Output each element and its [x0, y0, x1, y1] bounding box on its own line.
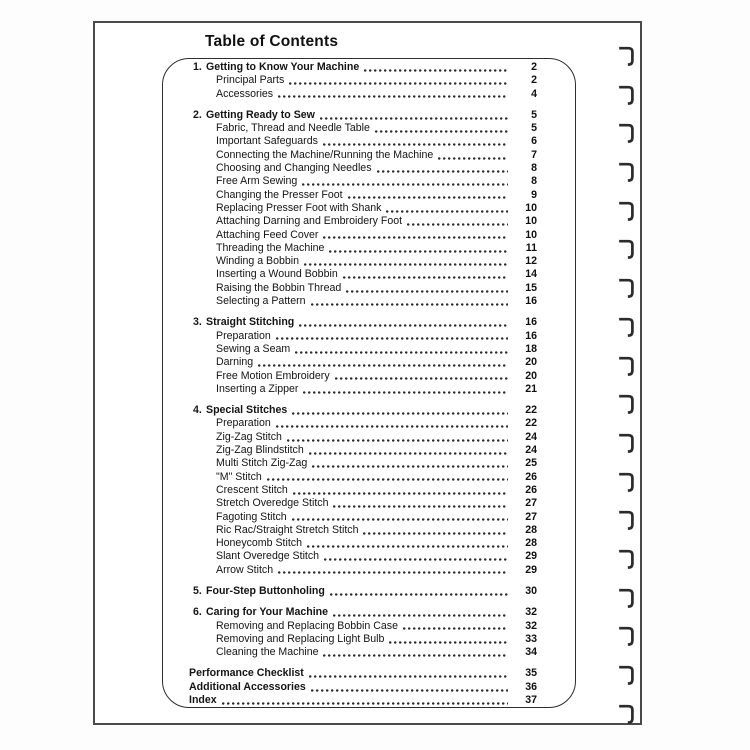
toc-rows	[163, 61, 575, 707]
toc-section	[163, 316, 575, 396]
page-number: 10	[525, 201, 537, 214]
dot-leader	[333, 505, 508, 508]
dot-leader	[278, 95, 508, 98]
section-number: 1.	[193, 61, 202, 73]
toc-row	[163, 511, 575, 524]
toc-row	[163, 633, 575, 646]
binding-hook-icon	[619, 432, 635, 454]
page-number: 15	[525, 281, 537, 294]
page-number: 25	[525, 457, 537, 470]
page-number: 34	[525, 646, 537, 659]
toc-entry-label: Removing and Replacing Bobbin Case	[216, 619, 398, 632]
binding-hook-icon	[619, 161, 635, 183]
page-number: 26	[525, 470, 537, 483]
toc-entry-label: Inserting a Zipper	[216, 382, 299, 395]
toc-entry-label: Cleaning the Machine	[216, 646, 319, 659]
dot-leader	[276, 337, 508, 340]
dot-leader	[292, 518, 508, 521]
dot-leader	[364, 69, 508, 72]
dot-leader	[292, 412, 508, 415]
toc-row	[163, 122, 575, 135]
toc-section	[163, 606, 575, 659]
toc-row	[163, 135, 575, 148]
page-number: 10	[525, 215, 537, 228]
dot-leader	[403, 627, 508, 630]
binding-hook-icon	[619, 703, 635, 725]
toc-row	[163, 606, 575, 619]
dot-leader	[307, 545, 508, 548]
toc-row	[163, 524, 575, 537]
dot-leader	[324, 558, 508, 561]
page-number: 32	[525, 619, 537, 632]
page-number: 24	[525, 444, 537, 457]
toc-entry-label: Additional Accessories	[189, 680, 306, 693]
dot-leader	[304, 263, 508, 266]
toc-row	[163, 282, 575, 295]
toc-row	[163, 88, 575, 101]
toc-row	[163, 74, 575, 87]
dot-leader	[346, 290, 508, 293]
section-number: 4.	[193, 404, 202, 417]
toc-entry-label: Preparation	[216, 417, 271, 430]
toc-row	[163, 242, 575, 255]
toc-entry-label: Principal Parts	[216, 74, 285, 87]
toc-entry-label: Changing the Presser Foot	[216, 188, 343, 201]
toc-row	[163, 343, 575, 356]
toc-entry-label: Index	[189, 694, 217, 707]
toc-entry-label: Inserting a Wound Bobbin	[216, 268, 338, 281]
page-number: 24	[525, 430, 537, 443]
page-number: 8	[531, 162, 537, 175]
toc-row	[163, 268, 575, 281]
page-number: 26	[525, 483, 537, 496]
dot-leader	[299, 324, 508, 327]
toc-entry-label: Attaching Feed Cover	[216, 228, 319, 241]
toc-row	[163, 564, 575, 577]
page-number: 11	[525, 241, 537, 254]
page-number: 8	[531, 175, 537, 188]
dot-leader	[407, 223, 508, 226]
toc-row	[163, 457, 575, 470]
dot-leader	[386, 210, 508, 213]
binding-hook-icon	[619, 238, 635, 260]
page-number: 22	[525, 417, 537, 430]
toc-entry-label: Crescent Stitch	[216, 483, 288, 496]
toc-row	[163, 229, 575, 242]
toc-entry-label: Removing and Replacing Light Bulb	[216, 632, 385, 645]
toc-entry-label: Preparation	[216, 329, 271, 342]
page-number: 5	[531, 108, 537, 121]
page-number: 32	[525, 606, 537, 619]
page-number: 28	[525, 537, 537, 550]
toc-entry-label: Stretch Overedge Stitch	[216, 497, 329, 510]
dot-leader	[293, 492, 508, 495]
page-number: 7	[531, 148, 537, 161]
toc-entry-label: Fagoting Stitch	[216, 510, 287, 523]
toc-row	[163, 444, 575, 457]
toc-entry-label: Raising the Bobbin Thread	[216, 281, 342, 294]
dot-leader	[323, 654, 508, 657]
binding-hook-icon	[619, 277, 635, 299]
binding-hook-icon	[619, 355, 635, 377]
toc-section	[163, 404, 575, 577]
toc-entry-label: Four-Step Buttonholing	[206, 584, 325, 597]
binding-hook-icon	[619, 548, 635, 570]
toc-entry-label: Straight Stitching	[206, 316, 295, 329]
binding-rail	[619, 45, 637, 725]
dot-leader	[438, 157, 508, 160]
page-number: 9	[531, 188, 537, 201]
binding-hook-icon	[619, 471, 635, 493]
page-number: 10	[525, 228, 537, 241]
page-number: 16	[525, 329, 537, 342]
toc-row	[163, 61, 575, 74]
toc-row	[163, 383, 575, 396]
toc-row	[163, 149, 575, 162]
dot-leader	[295, 351, 508, 354]
dot-leader	[375, 130, 508, 133]
toc-entry-label: Multi Stitch Zig-Zag	[216, 457, 308, 470]
toc-row	[163, 356, 575, 369]
dot-leader	[289, 82, 508, 85]
dot-leader	[377, 170, 509, 173]
toc-entry-label: Caring for Your Machine	[206, 606, 329, 619]
section-number: 3.	[193, 316, 202, 329]
toc-entry-label: Free Arm Sewing	[216, 175, 298, 188]
dot-leader	[311, 303, 508, 306]
page-number: 29	[525, 550, 537, 563]
dot-leader	[309, 675, 508, 678]
dot-leader	[287, 439, 508, 442]
section-number: 5.	[193, 584, 202, 597]
toc-row	[163, 330, 575, 343]
toc-entry-label: Attaching Darning and Embroidery Foot	[216, 215, 403, 228]
toc-entry-label: Sewing a Seam	[216, 342, 291, 355]
toc-entry-label: Special Stitches	[206, 404, 288, 417]
page-number: 28	[525, 523, 537, 536]
dot-leader	[302, 183, 508, 186]
dot-leader	[258, 364, 508, 367]
binding-hook-icon	[619, 200, 635, 222]
dot-leader	[330, 593, 508, 596]
toc-row	[163, 175, 575, 188]
toc-entry-label: Darning	[216, 356, 254, 369]
page-number: 27	[525, 497, 537, 510]
toc-entry-label: Arrow Stitch	[216, 563, 274, 576]
toc-entry-label: Zig-Zag Stitch	[216, 430, 282, 443]
toc-entry-label: Free Motion Embroidery	[216, 369, 330, 382]
dot-leader	[348, 196, 508, 199]
page-number: 29	[525, 563, 537, 576]
toc-footer	[163, 667, 575, 707]
toc-section	[163, 585, 575, 598]
dot-leader	[389, 641, 508, 644]
dot-leader	[323, 143, 508, 146]
manual-page-sheet	[93, 21, 642, 725]
toc-row	[163, 620, 575, 633]
toc-row	[163, 431, 575, 444]
toc-section	[163, 61, 575, 101]
page-number: 5	[531, 122, 537, 135]
toc-row	[163, 215, 575, 228]
binding-hook-icon	[619, 393, 635, 415]
toc-entry-label: Selecting a Pattern	[216, 295, 306, 308]
toc-row	[163, 417, 575, 430]
binding-hook-icon	[619, 122, 635, 144]
page-number: 2	[531, 74, 537, 87]
binding-hook-icon	[619, 587, 635, 609]
toc-entry-label: Getting to Know Your Machine	[206, 61, 360, 73]
dot-leader	[333, 614, 508, 617]
toc-entry-label: Honeycomb Stitch	[216, 537, 302, 550]
binding-hook-icon	[619, 45, 635, 67]
dot-leader	[267, 478, 508, 481]
toc-row	[163, 484, 575, 497]
binding-hook-icon	[619, 509, 635, 531]
toc-section	[163, 109, 575, 308]
toc-entry-label: Accessories	[216, 87, 274, 100]
toc-row	[163, 694, 575, 707]
page-number: 16	[525, 295, 537, 308]
page-number: 14	[525, 268, 537, 281]
binding-hook-icon	[619, 316, 635, 338]
section-number: 6.	[193, 606, 202, 619]
page-number: 27	[525, 510, 537, 523]
dot-leader	[320, 117, 508, 120]
page-number: 20	[525, 369, 537, 382]
dot-leader	[363, 532, 508, 535]
toc-row	[163, 471, 575, 484]
dot-leader	[323, 236, 508, 239]
dot-leader	[329, 250, 508, 253]
toc-entry-label: Choosing and Changing Needles	[216, 162, 372, 175]
toc-row	[163, 162, 575, 175]
toc-entry-label: Threading the Machine	[216, 241, 325, 254]
toc-entry-label: Important Safeguards	[216, 135, 318, 148]
toc-entry-label: Fabric, Thread and Needle Table	[216, 122, 370, 135]
page-number: 12	[525, 255, 537, 268]
toc-row	[163, 255, 575, 268]
page-number: 33	[525, 632, 537, 645]
page-number: 20	[525, 356, 537, 369]
toc-row	[163, 202, 575, 215]
toc-row	[163, 646, 575, 659]
toc-row	[163, 189, 575, 202]
page-number: 4	[531, 87, 537, 100]
page-number: 6	[531, 135, 537, 148]
page-title: Table of Contents	[205, 33, 339, 50]
toc-row	[163, 497, 575, 510]
toc-entry-label: Replacing Presser Foot with Shank	[216, 201, 382, 214]
toc-row	[163, 537, 575, 550]
dot-leader	[276, 425, 508, 428]
dot-leader	[343, 276, 508, 279]
dot-leader	[278, 571, 508, 574]
toc-entry-label: Winding a Bobbin	[216, 255, 300, 268]
toc-frame	[162, 58, 576, 708]
dot-leader	[303, 391, 508, 394]
toc-entry-label: Ric Rac/Straight Stretch Stitch	[216, 523, 359, 536]
dot-leader	[312, 465, 508, 468]
toc-row	[163, 585, 575, 598]
toc-row	[163, 681, 575, 694]
page-number: 18	[525, 342, 537, 355]
page-number: 16	[525, 316, 537, 329]
page-number: 21	[525, 382, 537, 395]
binding-hook-icon	[619, 84, 635, 106]
toc-entry-label: Slant Overedge Stitch	[216, 550, 320, 563]
toc-row	[163, 404, 575, 417]
page-number: 2	[531, 61, 537, 73]
dot-leader	[311, 689, 508, 692]
toc-row	[163, 109, 575, 122]
toc-entry-label: "M" Stitch	[216, 470, 262, 483]
toc-row	[163, 316, 575, 329]
binding-hook-icon	[619, 625, 635, 647]
toc-row	[163, 295, 575, 308]
toc-entry-label: Performance Checklist	[189, 667, 304, 680]
toc-entry-label: Getting Ready to Sew	[206, 108, 315, 121]
page-number: 36	[525, 680, 537, 693]
toc-entry-label: Zig-Zag Blindstitch	[216, 444, 304, 457]
section-number: 2.	[193, 108, 202, 121]
page-number: 37	[525, 694, 537, 707]
binding-hook-icon	[619, 664, 635, 686]
page-number: 30	[525, 584, 537, 597]
page-number: 22	[525, 404, 537, 417]
toc-row	[163, 550, 575, 563]
toc-entry-label: Connecting the Machine/Running the Machine	[216, 148, 434, 161]
toc-row	[163, 667, 575, 680]
dot-leader	[309, 452, 508, 455]
page-number: 35	[525, 667, 537, 680]
dot-leader	[335, 377, 508, 380]
toc-row	[163, 370, 575, 383]
dot-leader	[222, 702, 508, 705]
